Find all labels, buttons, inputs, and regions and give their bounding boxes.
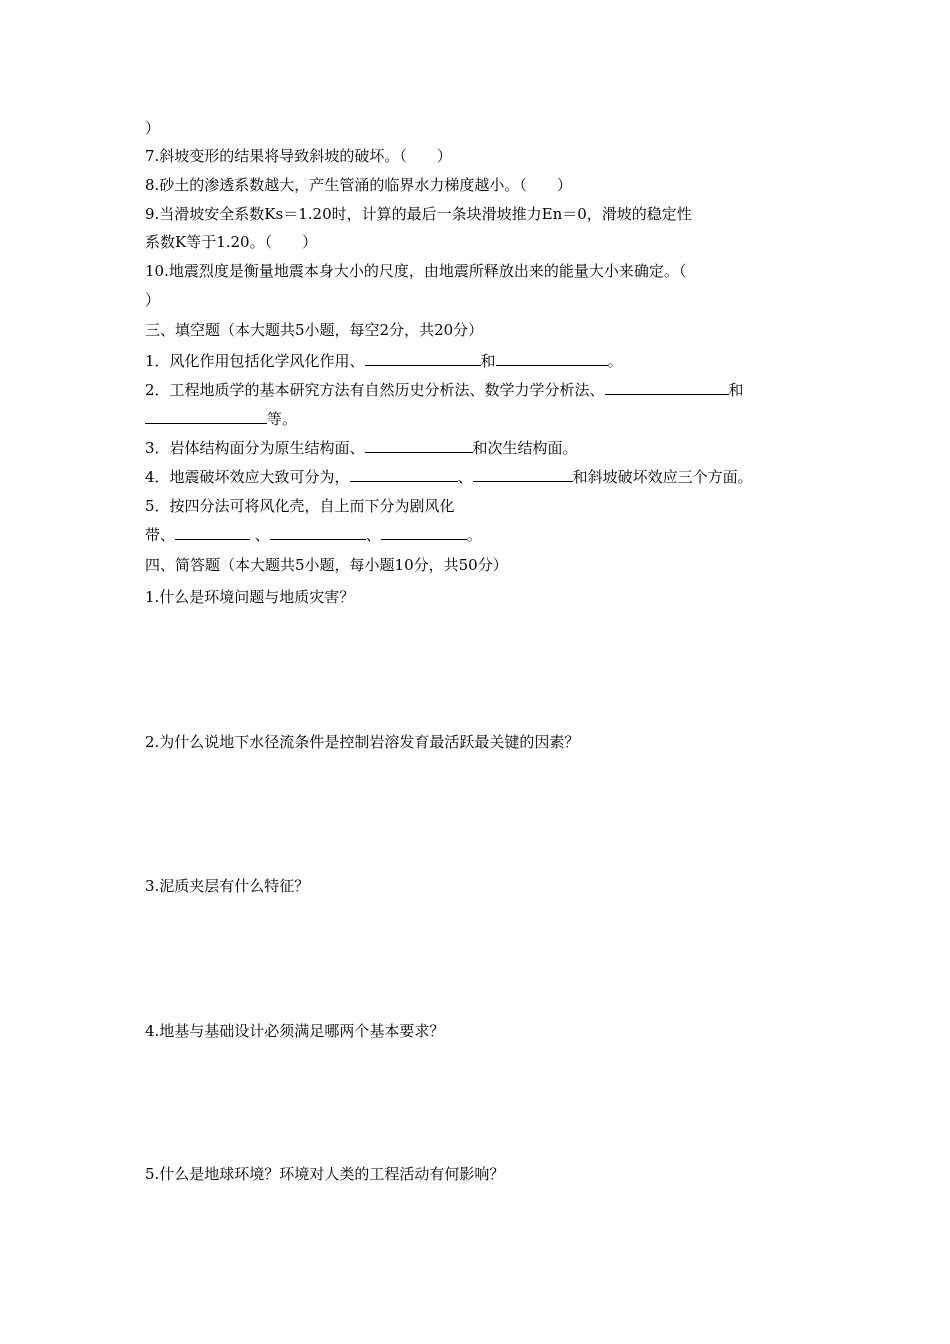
fill-q2-text-c: 等。: [267, 410, 298, 428]
fill-q4-blank-2[interactable]: [473, 467, 573, 482]
fill-q3-text-a: 3．岩体结构面分为原生结构面、: [145, 439, 365, 457]
short-answer-question-4: 4.地基与基础设计必须满足哪两个基本要求？: [145, 1022, 445, 1040]
tf-question-9-line2: 系数K等于1.20。（ ）: [145, 233, 318, 251]
fill-section-heading: 三、填空题（本大题共5小题，每空2分，共20分）: [145, 321, 484, 339]
tf-question-7: 7.斜坡变形的结果将导致斜坡的破坏。（ ）: [145, 147, 452, 165]
fill-question-4: [145, 467, 753, 487]
fill-q2-blank-1[interactable]: [605, 380, 729, 395]
fill-q1-text-b: 和: [480, 352, 496, 370]
fill-q1-blank-2[interactable]: [496, 351, 608, 366]
fill-q3-blank-1[interactable]: [365, 438, 473, 453]
tf-q6-closing-paren: ）: [145, 119, 161, 137]
tf-question-8: 8.砂土的渗透系数越大，产生管涌的临界水力梯度越小。（ ）: [145, 176, 572, 194]
fill-q3-text-b: 和次生结构面。: [472, 439, 578, 457]
short-answer-question-5: 5.什么是地球环境？环境对人类的工程活动有何影响？: [145, 1165, 505, 1183]
fill-question-2: [145, 380, 744, 400]
fill-q1-text-c: 。: [607, 352, 623, 370]
fill-q5-text-b: 、: [250, 526, 270, 544]
fill-q5-text-d: 。: [466, 526, 482, 544]
fill-q2-blank-2[interactable]: [145, 409, 267, 424]
fill-q4-text-b: 、: [457, 468, 473, 486]
tf-question-9-line1: 9.当滑坡安全系数Ks＝1.20时，计算的最后一条块滑坡推力En＝0，滑坡的稳定性: [145, 205, 692, 223]
fill-q4-text-c: 和斜坡破坏效应三个方面。: [572, 468, 753, 486]
fill-q5-blank-3[interactable]: [381, 525, 467, 540]
short-answer-question-3: 3.泥质夹层有什么特征？: [145, 877, 310, 895]
fill-q4-text-a: 4．地震破坏效应大致可分为，: [145, 468, 350, 486]
fill-question-5-line1: 5．按四分法可将风化壳，自上而下分为剧风化: [145, 497, 455, 515]
tf-question-10-line2: ）: [145, 291, 161, 309]
fill-question-1: [145, 351, 623, 371]
tf-question-10-line1: 10.地震烈度是衡量地震本身大小的尺度，由地震所释放出来的能量大小来确定。（: [145, 262, 687, 280]
short-answer-section-heading: 四、简答题（本大题共5小题，每小题10分，共50分）: [145, 556, 508, 574]
fill-q2-text-a: 2．工程地质学的基本研究方法有自然历史分析法、数学力学分析法、: [145, 381, 605, 399]
fill-q2-text-b: 和: [728, 381, 744, 399]
fill-q5-blank-1[interactable]: [175, 525, 250, 540]
fill-q5-text-c: 、: [365, 526, 381, 544]
fill-q4-blank-1[interactable]: [350, 467, 458, 482]
fill-q5-text-a: 带、: [145, 526, 176, 544]
fill-question-3: [145, 438, 578, 458]
fill-q1-text-a: 1．风化作用包括化学风化作用、: [145, 352, 365, 370]
short-answer-question-2: 2.为什么说地下水径流条件是控制岩溶发育最活跃最关键的因素？: [145, 733, 580, 751]
short-answer-question-1: 1.什么是环境问题与地质灾害？: [145, 588, 355, 606]
fill-question-5-line2: [145, 525, 482, 545]
fill-q5-blank-2[interactable]: [270, 525, 366, 540]
fill-q1-blank-1[interactable]: [365, 351, 481, 366]
fill-question-2-cont: [145, 409, 297, 429]
